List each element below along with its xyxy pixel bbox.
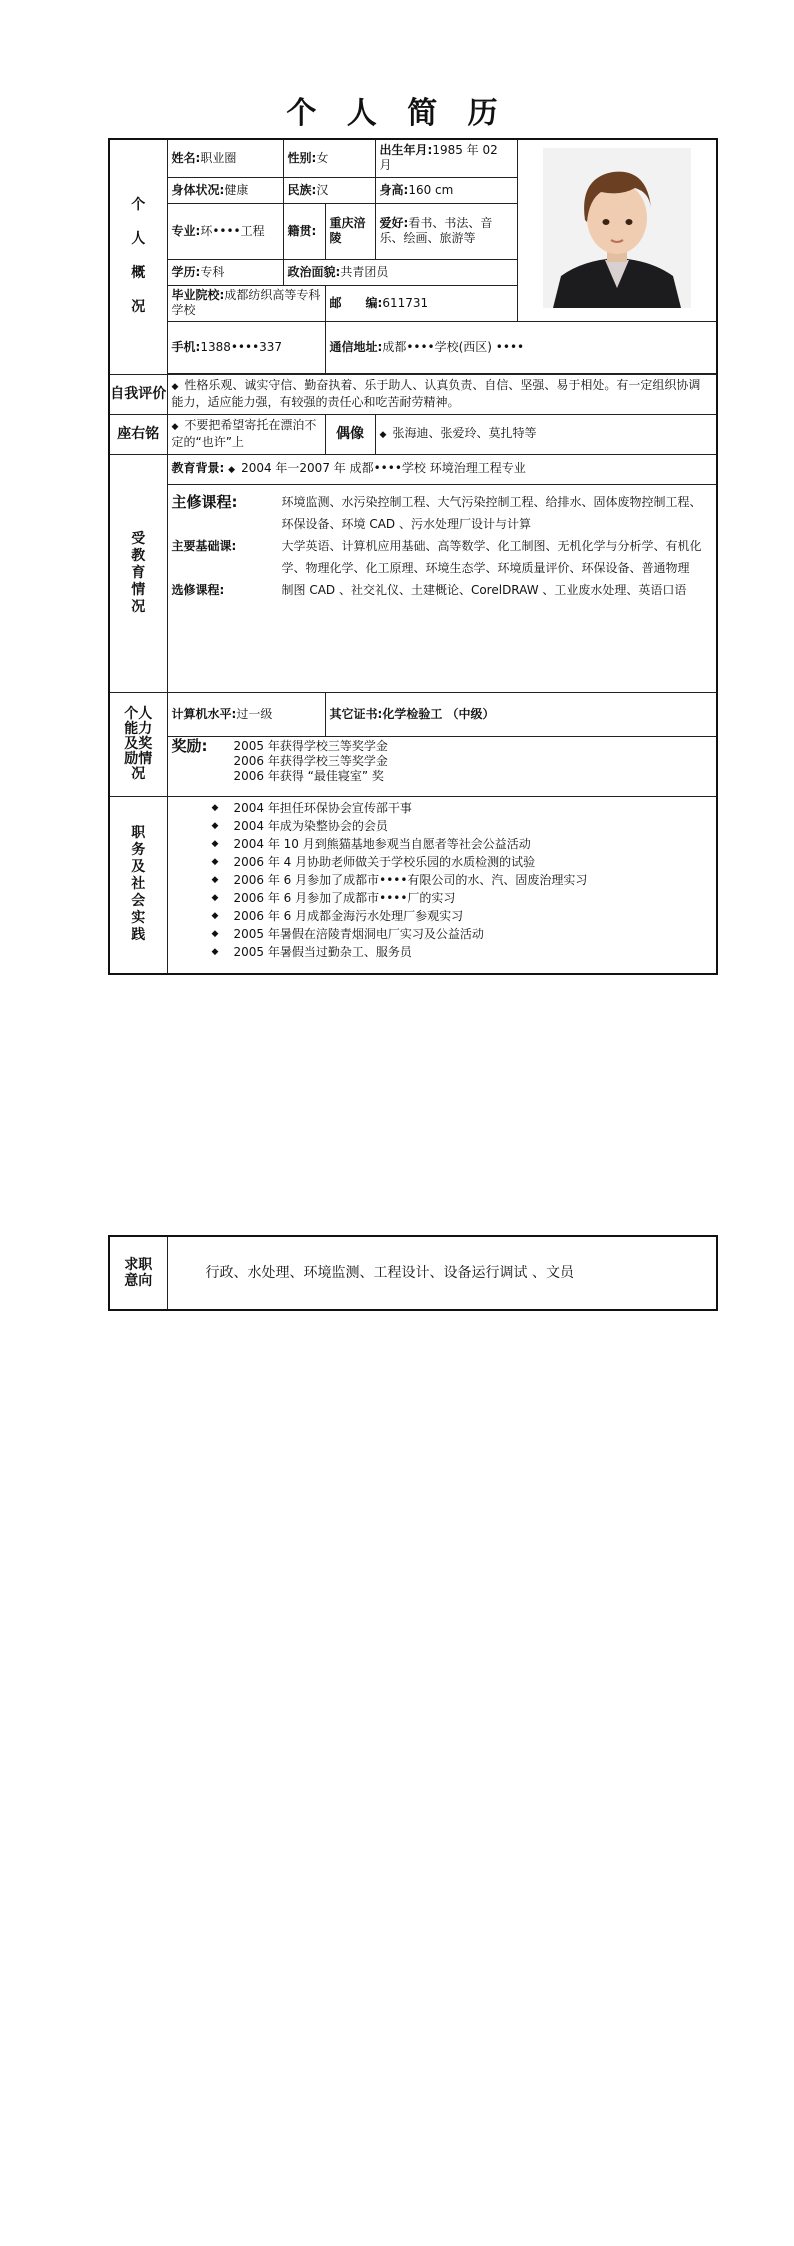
address-cell: 通信地址:成都••••学校(西区) •••• [325,321,717,373]
edu-bg-cell: 教育背景: ◆ 2004 年一2007 年 成都••••学校 环境治理工程专业 [167,454,717,484]
section-practice [109,796,167,974]
hobby-cell: 爱好:看书、书法、音乐、绘画、旅游等 [375,203,517,259]
page-title: 个 人 简 历 [286,96,508,131]
motto-label: 座右铭 [109,414,167,454]
profile-photo [543,148,691,308]
basic-course-label: 主要基础课: [171,538,237,553]
practice-item: ◆ 2004 年 10 月到熊猫基地参观当自愿者等社会公益活动 [234,835,713,853]
objective-text: 行政、水处理、环境监测、工程设计、设备运行调试 、文员 [205,1264,574,1281]
awards-cell [167,736,717,796]
hobby-value: 看书、书法、音乐、绘画、旅游等 [379,216,493,245]
elective-course-label: 选修课程: [171,582,225,597]
practice-cell [167,796,717,974]
idol-label: 偶像 [325,414,375,454]
objective-cell [167,1236,717,1310]
award-item: 2005 年获得学校三等奖学金 [233,738,388,753]
self-eval-cell [167,374,717,414]
zip-cell: 邮 编:611731 [325,285,517,321]
practice-list [172,799,713,961]
edu-bg-value: 2004 年一2007 年 成都••••学校 环境治理工程专业 [241,460,526,475]
elective-course-value: 制图 CAD 、社交礼仪、土建概论、CorelDRAW 、工业废水处理、英语口语 [281,582,687,597]
cert-cell: 其它证书:化学检验工 （中级） [325,692,717,736]
practice-item: ◆ 2005 年暑假在涪陵青烟洞电厂实习及公益活动 [234,925,713,943]
ethnic-value: 汉 [316,182,329,197]
practice-item: ◆ 2005 年暑假当过勤杂工、服务员 [234,943,713,961]
health-value: 健康 [224,182,249,197]
basic-course-value: 大学英语、计算机应用基础、高等数学、化工制图、无机化学与分析学、有机化学、物理化学、化工原理、环境生态学、环境质量评价、环保设备、普通物理 [281,538,702,575]
gender-cell: 性别:女 [283,139,375,177]
origin-value-cell [325,203,375,259]
section-education [109,454,167,692]
photo-cell [517,139,717,321]
section-ability [109,692,167,796]
edu-cell: 学历:专科 [167,259,283,285]
self-eval-label: 自我评价 [109,374,167,414]
main-course-label: 主修课程: [171,492,238,511]
practice-item: ◆ 2006 年 6 月参加了成都市••••厂的实习 [234,889,713,907]
political-value: 共青团员 [340,264,389,279]
idol-text: 张海迪、张爱玲、莫扎特等 [392,425,537,440]
ethnic-cell: 民族:汉 [283,177,375,203]
bullet-icon: ◆ [228,464,236,475]
objective-label: 求职意向 [109,1236,167,1310]
height-value: 160 cm [408,182,454,197]
practice-item: ◆ 2004 年成为染整协会的会员 [234,817,713,835]
main-course-value: 环境监测、水污染控制工程、大气污染控制工程、给排水、固体废物控制工程、环保设备、环境 CAD 、污水处理厂设计与计算 [281,494,702,531]
practice-item: ◆ 2006 年 6 月成都金海污水处理厂参观实习 [234,907,713,925]
computer-cell: 计算机水平:过一级 [167,692,325,736]
resume-table [108,138,718,975]
practice-item: ◆ 2006 年 4 月协助老师做关于学校乐园的水质检测的试验 [234,853,713,871]
section-basic-info [109,139,167,374]
name-cell: 姓名:职业圈 [167,139,283,177]
health-cell: 身体状况:健康 [167,177,283,203]
section-basic-label: 个 人 概 况 [131,197,146,316]
idol-cell [375,414,717,454]
award-label: 奖励: [171,736,208,755]
birth-value: 1985 年 02 月 [379,143,498,173]
gender-value: 女 [316,150,329,165]
courses-cell [167,484,717,692]
courses-block [172,491,713,601]
political-cell: 政治面貌:共青团员 [283,259,517,285]
major-cell: 专业:环••••工程 [167,203,283,259]
zip-value: 611731 [382,295,429,310]
section-ability-label: 个人能力及奖励情况 [124,705,153,782]
height-cell: 身高:160 cm [375,177,517,203]
practice-item: ◆ 2004 年担任环保协会宣传部干事 [234,799,713,817]
school-cell: 毕业院校:成都纺织高等专科学校 [167,285,325,321]
objective-table [108,1235,718,1311]
bullet-icon: ◆ [171,422,179,432]
address-value: 成都••••学校(西区) •••• [382,339,525,354]
name-value: 职业圈 [200,150,237,165]
origin-label-cell: 籍贯: [283,203,325,259]
cert-value: 化学检验工 （中级） [382,706,495,721]
computer-value: 过一级 [236,706,273,721]
section-education-label: 受 教 育 情 况 [131,530,146,615]
bullet-icon: ◆ [171,382,179,392]
motto-text: 不要把希望寄托在漂泊不定的“也许”上 [171,418,317,449]
award-item: 2006 年获得 “最佳寝室” 奖 [233,768,384,783]
phone-value: 1388••••337 [200,339,283,354]
origin-value: 重庆涪陵 [329,216,366,245]
self-eval-text: 性格乐观、诚实守信、勤奋执着、乐于助人、认真负责、自信、坚强、易于相处。有一定组织协调能力，适应能力强，有较强的责任心和吃苦耐劳精神。 [171,378,701,409]
major-value: 环••••工程 [200,223,265,238]
practice-item: ◆ 2006 年 6 月参加了成都市••••有限公司的水、汽、固废治理实习 [234,871,713,889]
birth-cell: 出生年月:1985 年 02 月 [375,139,517,177]
section-practice-label: 职务及社会实践 [131,825,146,944]
award-item: 2006 年获得学校三等奖学金 [233,753,388,768]
edu-value: 专科 [200,264,225,279]
phone-cell: 手机:1388••••337 [167,321,325,373]
motto-cell [167,414,325,454]
bullet-icon: ◆ [379,429,387,440]
school-value: 成都纺织高等专科学校 [171,288,321,317]
